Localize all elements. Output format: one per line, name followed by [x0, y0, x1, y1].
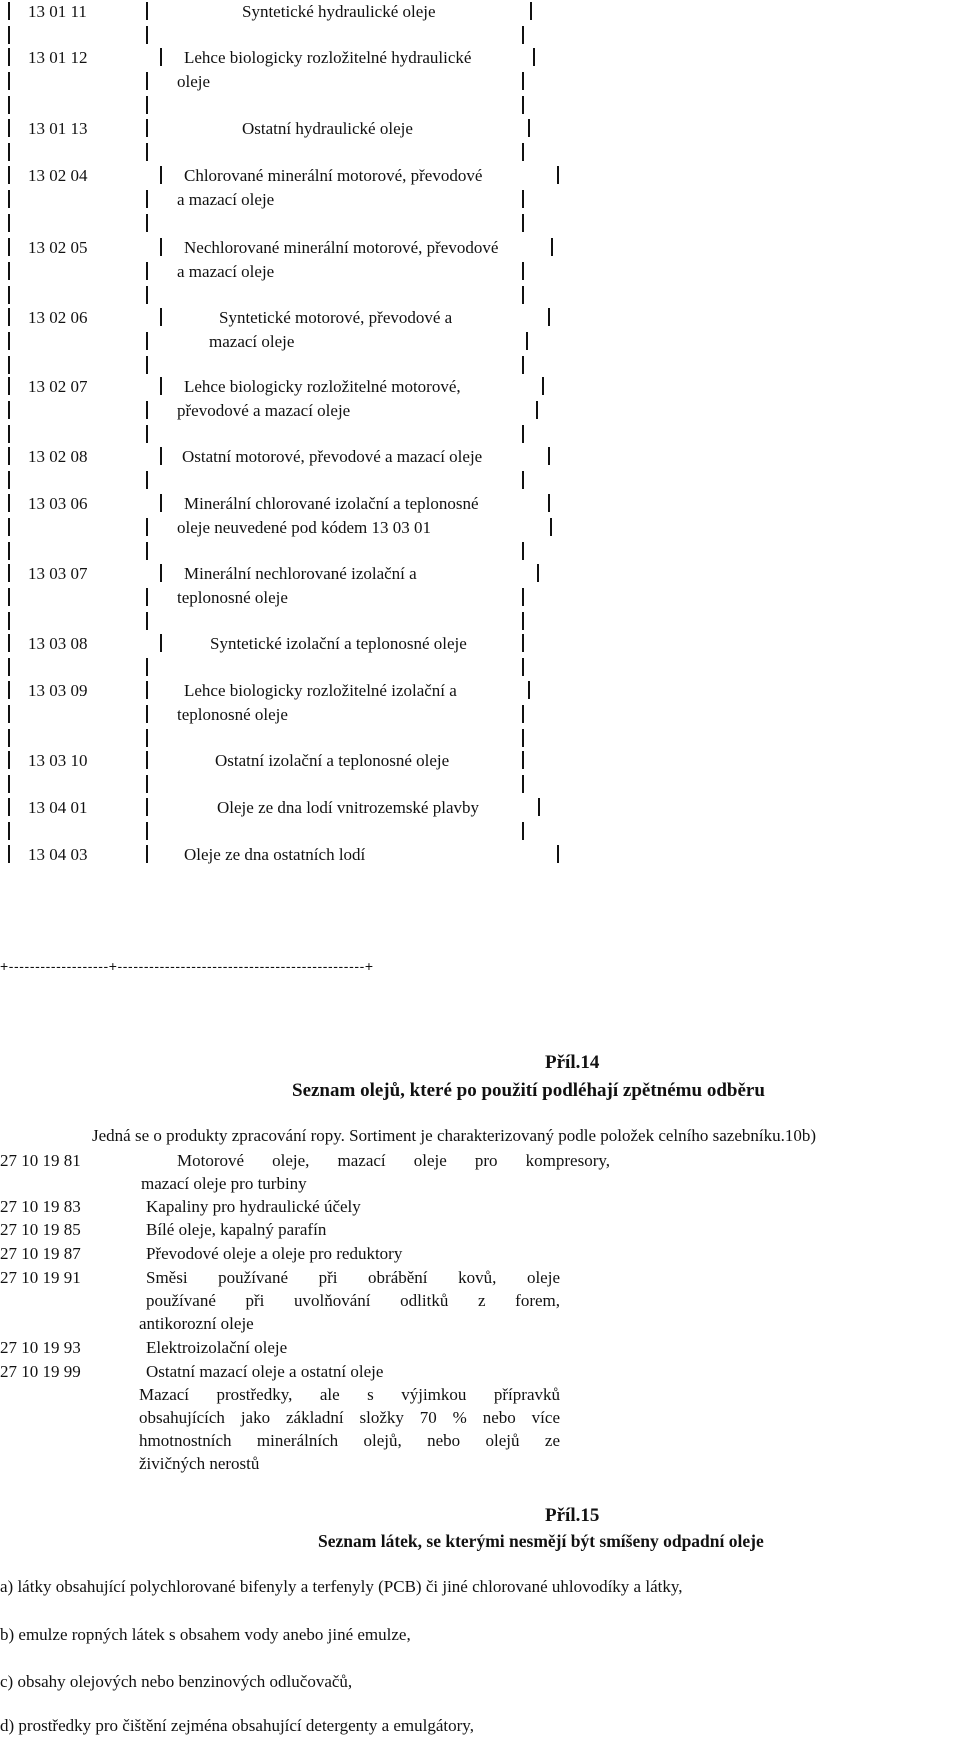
waste-code: 13 04 01 — [28, 798, 88, 817]
table-border — [160, 447, 162, 465]
table-border — [8, 751, 10, 769]
table-border — [8, 588, 10, 606]
table-border — [522, 658, 524, 676]
table-border — [146, 119, 148, 137]
table-row — [0, 236, 560, 260]
table-border — [146, 356, 148, 374]
product-description-line: používané při uvolňování odlitků z forem, — [146, 1291, 560, 1310]
waste-description: převodové a mazací oleje — [177, 401, 351, 420]
waste-description: Chlorované minerální motorové, převodové — [184, 166, 483, 185]
table-border — [146, 471, 148, 489]
waste-description: teplonosné oleje — [177, 705, 288, 724]
table-border — [537, 564, 539, 582]
table-spacer-row — [0, 212, 560, 236]
product-description-line: mazací oleje pro turbiny — [141, 1174, 307, 1193]
table-border — [146, 681, 148, 699]
annex-15-title: Seznam látek, se kterými nesmějí být smíšeny odpadní oleje — [318, 1531, 764, 1551]
table-border — [522, 822, 524, 840]
product-code: 27 10 19 91 — [0, 1268, 81, 1287]
table-row — [0, 586, 560, 610]
table-border — [146, 96, 148, 114]
product-description — [177, 1149, 610, 1172]
table-border — [522, 356, 524, 374]
waste-description: Syntetické hydraulické oleje — [242, 2, 436, 21]
product-description — [146, 1195, 361, 1218]
product-code: 27 10 19 87 — [0, 1244, 81, 1263]
waste-code: 13 02 06 — [28, 308, 88, 327]
table-border — [146, 214, 148, 232]
product-description-line: Bílé oleje, kapalný parafín — [146, 1220, 327, 1239]
table-row — [0, 188, 560, 212]
waste-description: a mazací oleje — [177, 262, 275, 281]
waste-description: Ostatní izolační a teplonosné oleje — [215, 751, 450, 770]
waste-description: oleje neuvedené pod kódem 13 03 01 — [177, 518, 431, 537]
table-border — [533, 48, 535, 66]
table-row — [0, 164, 560, 188]
table-border — [8, 119, 10, 137]
table-border — [146, 775, 148, 793]
table-row — [0, 516, 560, 540]
table-border — [528, 681, 530, 699]
table-row — [0, 679, 560, 703]
table-row — [0, 46, 560, 70]
table-border — [8, 96, 10, 114]
table-spacer-row — [0, 423, 560, 447]
table-row — [0, 260, 560, 284]
product-description — [146, 1218, 326, 1241]
annex-14-intro: Jedná se o produkty zpracování ropy. Sortiment je charakterizovaný podle položek celního sazebníku.10b) — [92, 1126, 816, 1145]
table-border — [8, 238, 10, 256]
waste-code: 13 04 03 — [28, 845, 88, 864]
waste-description: Minerální chlorované izolační a teplonosné — [184, 494, 479, 513]
waste-description: teplonosné oleje — [177, 588, 288, 607]
table-row — [0, 70, 560, 94]
waste-description: Syntetické motorové, převodové a — [219, 308, 453, 327]
table-border — [160, 48, 162, 66]
table-border — [8, 214, 10, 232]
table-border — [538, 798, 540, 816]
table-border — [8, 494, 10, 512]
product-description-line: živičných nerostů — [139, 1454, 260, 1473]
table-border — [8, 332, 10, 350]
table-border — [522, 286, 524, 304]
table-border — [8, 143, 10, 161]
table-border — [160, 166, 162, 184]
table-border — [8, 72, 10, 90]
table-border — [8, 190, 10, 208]
waste-code: 13 01 12 — [28, 48, 88, 67]
table-border — [160, 308, 162, 326]
product-code: 27 10 19 81 — [0, 1151, 81, 1170]
table-border — [8, 705, 10, 723]
table-spacer-row — [0, 610, 560, 634]
list-item: d) prostředky pro čištění zejména obsahující detergenty a emulgátory, — [0, 1716, 474, 1735]
product-description-line: Elektroizolační oleje — [146, 1338, 288, 1357]
table-border — [8, 518, 10, 536]
table-row — [0, 306, 560, 330]
waste-description: Nechlorované minerální motorové, převodové — [184, 238, 499, 257]
table-border — [8, 729, 10, 747]
table-border — [522, 729, 524, 747]
table-border — [146, 72, 148, 90]
table-border — [522, 72, 524, 90]
waste-code: 13 02 07 — [28, 377, 88, 396]
table-border — [522, 542, 524, 560]
table-spacer-row — [0, 469, 560, 493]
waste-description: Ostatní hydraulické oleje — [242, 119, 413, 138]
table-border — [146, 612, 148, 630]
table-row — [0, 399, 560, 423]
table-border — [551, 238, 553, 256]
waste-code: 13 03 06 — [28, 494, 88, 513]
table-border — [146, 798, 148, 816]
product-code: 27 10 19 85 — [0, 1220, 81, 1239]
table-row — [0, 492, 560, 516]
table-border — [8, 798, 10, 816]
waste-description: Lehce biologicky rozložitelné hydraulické — [184, 48, 472, 67]
table-bottom-border: +-------------------+-----------------------------------------------+ — [0, 958, 374, 974]
waste-code: 13 03 10 — [28, 751, 88, 770]
table-row — [0, 703, 560, 727]
table-border — [146, 751, 148, 769]
table-spacer-row — [0, 656, 560, 680]
table-border — [146, 401, 148, 419]
product-description — [139, 1452, 259, 1475]
product-description — [141, 1172, 307, 1195]
table-border — [522, 775, 524, 793]
table-border — [536, 401, 538, 419]
table-border — [146, 822, 148, 840]
waste-description: a mazací oleje — [177, 190, 275, 209]
table-border — [146, 332, 148, 350]
waste-code: 13 02 05 — [28, 238, 88, 257]
table-border — [160, 634, 162, 652]
table-row — [0, 632, 560, 656]
waste-code: 13 03 08 — [28, 634, 88, 653]
table-border — [8, 845, 10, 863]
table-border — [548, 308, 550, 326]
waste-description: Oleje ze dna lodí vnitrozemské plavby — [217, 798, 479, 817]
product-description-line: antikorozní oleje — [139, 1314, 254, 1333]
table-border — [146, 262, 148, 280]
table-spacer-row — [0, 141, 560, 165]
table-border — [522, 751, 524, 769]
waste-description: Oleje ze dna ostatních lodí — [184, 845, 366, 864]
table-border — [557, 166, 559, 184]
product-description-line: Směsi používané při obrábění kovů, oleje — [146, 1268, 560, 1287]
table-row — [0, 330, 560, 354]
table-border — [8, 262, 10, 280]
table-border — [146, 542, 148, 560]
table-border — [522, 190, 524, 208]
waste-description: oleje — [177, 72, 211, 91]
table-border — [8, 634, 10, 652]
table-border — [522, 425, 524, 443]
table-border — [8, 775, 10, 793]
waste-description: Lehce biologicky rozložitelné motorové, — [184, 377, 461, 396]
table-row — [0, 117, 560, 141]
table-border — [160, 238, 162, 256]
waste-code: 13 01 11 — [28, 2, 87, 21]
table-border — [8, 425, 10, 443]
product-code: 27 10 19 99 — [0, 1362, 81, 1381]
table-spacer-row — [0, 820, 560, 844]
waste-description: Minerální nechlorované izolační a — [184, 564, 417, 583]
table-border — [8, 658, 10, 676]
table-border — [8, 542, 10, 560]
table-border — [522, 96, 524, 114]
table-border — [146, 286, 148, 304]
product-description-line: Převodové oleje a oleje pro reduktory — [146, 1244, 403, 1263]
product-description — [146, 1266, 560, 1312]
table-border — [522, 26, 524, 44]
table-border — [8, 447, 10, 465]
product-description-line: hmotnostních minerálních olejů, nebo olejů ze — [139, 1431, 560, 1450]
product-description — [146, 1360, 383, 1383]
annex-15-label: Příl.15 — [545, 1505, 600, 1526]
table-border — [557, 845, 559, 863]
table-border — [522, 471, 524, 489]
table-spacer-row — [0, 24, 560, 48]
product-description — [146, 1242, 402, 1265]
table-border — [548, 494, 550, 512]
table-border — [522, 705, 524, 723]
table-border — [146, 518, 148, 536]
table-row — [0, 562, 560, 586]
waste-code: 13 03 09 — [28, 681, 88, 700]
table-border — [160, 564, 162, 582]
table-border — [522, 612, 524, 630]
product-code: 27 10 19 93 — [0, 1338, 81, 1357]
table-spacer-row — [0, 773, 560, 797]
table-border — [146, 425, 148, 443]
table-row — [0, 0, 560, 24]
table-row — [0, 749, 560, 773]
table-border — [8, 612, 10, 630]
product-description-line: obsahujících jako základní složky 70 % nebo více — [139, 1408, 560, 1427]
table-spacer-row — [0, 94, 560, 118]
waste-description: Lehce biologicky rozložitelné izolační a — [184, 681, 457, 700]
table-row — [0, 796, 560, 820]
table-border — [522, 214, 524, 232]
annex-14-title: Seznam olejů, které po použití podléhají zpětnému odběru — [292, 1080, 765, 1101]
table-border — [146, 658, 148, 676]
table-spacer-row — [0, 540, 560, 564]
waste-code: 13 02 08 — [28, 447, 88, 466]
table-spacer-row — [0, 284, 560, 308]
table-border — [8, 286, 10, 304]
table-row — [0, 445, 560, 469]
table-border — [8, 681, 10, 699]
table-border — [8, 564, 10, 582]
table-border — [8, 48, 10, 66]
product-code: 27 10 19 83 — [0, 1197, 81, 1216]
table-border — [8, 401, 10, 419]
table-border — [528, 119, 530, 137]
table-border — [146, 729, 148, 747]
table-border — [146, 588, 148, 606]
table-border — [8, 166, 10, 184]
table-border — [146, 705, 148, 723]
product-description — [139, 1312, 254, 1335]
waste-description: Syntetické izolační a teplonosné oleje — [210, 634, 467, 653]
table-border — [8, 822, 10, 840]
waste-code: 13 02 04 — [28, 166, 88, 185]
list-item: b) emulze ropných látek s obsahem vody anebo jiné emulze, — [0, 1625, 411, 1644]
product-description — [139, 1383, 560, 1452]
table-border — [160, 377, 162, 395]
list-item: a) látky obsahující polychlorované bifenyly a terfenyly (PCB) či jiné chlorované uhlovodíky a látky, — [0, 1577, 683, 1596]
table-row — [0, 375, 560, 399]
table-spacer-row — [0, 727, 560, 751]
waste-description: Ostatní motorové, převodové a mazací oleje — [182, 447, 483, 466]
product-description-line: Motorové oleje, mazací oleje pro kompresory, — [177, 1151, 610, 1170]
table-border — [146, 26, 148, 44]
table-border — [146, 845, 148, 863]
table-border — [160, 494, 162, 512]
table-border — [522, 143, 524, 161]
table-border — [146, 190, 148, 208]
table-border — [522, 262, 524, 280]
table-border — [550, 518, 552, 536]
table-border — [542, 377, 544, 395]
table-border — [8, 26, 10, 44]
table-row — [0, 843, 560, 867]
table-border — [8, 356, 10, 374]
product-description-line: Mazací prostředky, ale s výjimkou přípravků — [139, 1385, 560, 1404]
product-description — [146, 1336, 287, 1359]
waste-code: 13 01 13 — [28, 119, 88, 138]
product-description-line: Ostatní mazací oleje a ostatní oleje — [146, 1362, 384, 1381]
list-item: c) obsahy olejových nebo benzinových odlučovačů, — [0, 1672, 353, 1691]
waste-description: mazací oleje — [209, 332, 295, 351]
table-border — [8, 471, 10, 489]
table-border — [8, 308, 10, 326]
table-border — [522, 634, 524, 652]
table-border — [8, 377, 10, 395]
waste-code: 13 03 07 — [28, 564, 88, 583]
table-border — [146, 143, 148, 161]
table-border — [526, 332, 528, 350]
table-border — [522, 588, 524, 606]
annex-14-label: Příl.14 — [545, 1052, 600, 1073]
table-border — [8, 2, 10, 20]
table-border — [146, 2, 148, 20]
product-description-line: Kapaliny pro hydraulické účely — [146, 1197, 361, 1216]
table-border — [530, 2, 532, 20]
table-border — [548, 447, 550, 465]
